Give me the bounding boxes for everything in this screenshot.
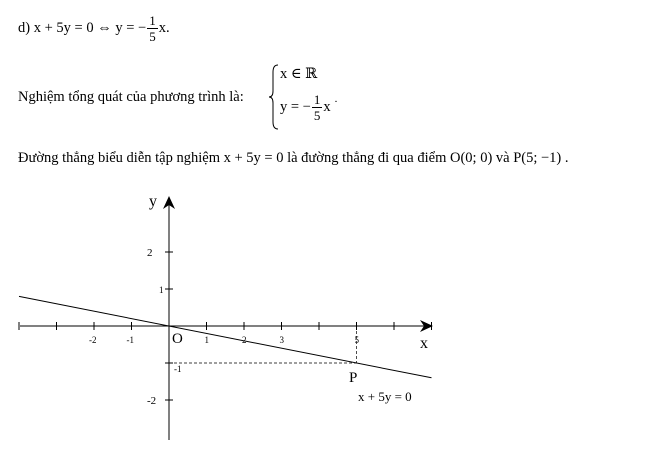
line-equation-label: x + 5y = 0 [358,389,412,404]
y-tick-label: 1 [159,285,164,295]
y-tick-label: -1 [174,364,182,374]
general-frac-den: 5 [313,108,321,123]
x-tick-label: -1 [126,335,134,345]
part-d-suffix: x. [158,19,170,36]
y-axis-label: y [149,193,157,210]
x-tick-label: -2 [89,335,97,345]
part-d-frac-num: 1 [149,13,156,28]
x-tick-label: 5 [354,335,359,345]
x-tick-label: 3 [279,335,284,345]
part-d-frac-den: 5 [149,29,156,44]
point-p-label: P [349,370,358,386]
general-row-y-suffix: x [323,98,331,115]
solution-line [19,296,432,377]
line-description: Đường thẳng biểu diễn tập nghiệm x + 5y = 0 là đường thẳng đi qua điểm O(0; 0) và P(5; −1) . [18,150,569,166]
part-d-equation: x + 5y = 0 ⇔ y = − [33,19,147,36]
y-tick-label: 2 [147,247,153,259]
x-axis-label: x [420,335,428,352]
general-frac-num: 1 [313,92,321,107]
x-ticks [19,322,432,345]
general-solution-label: Nghiệm tổng quát của phương trình là: [18,89,244,105]
origin-label: O [172,331,183,347]
general-row-y-prefix: y = − [280,98,311,115]
x-tick-label: 1 [204,335,209,345]
y-tick-label: -2 [147,395,157,407]
x-tick-label: 2 [242,335,247,345]
part-d-label: d) [18,19,31,36]
general-end: . [334,93,338,105]
general-row-x: x ∈ ℝ [280,66,318,82]
